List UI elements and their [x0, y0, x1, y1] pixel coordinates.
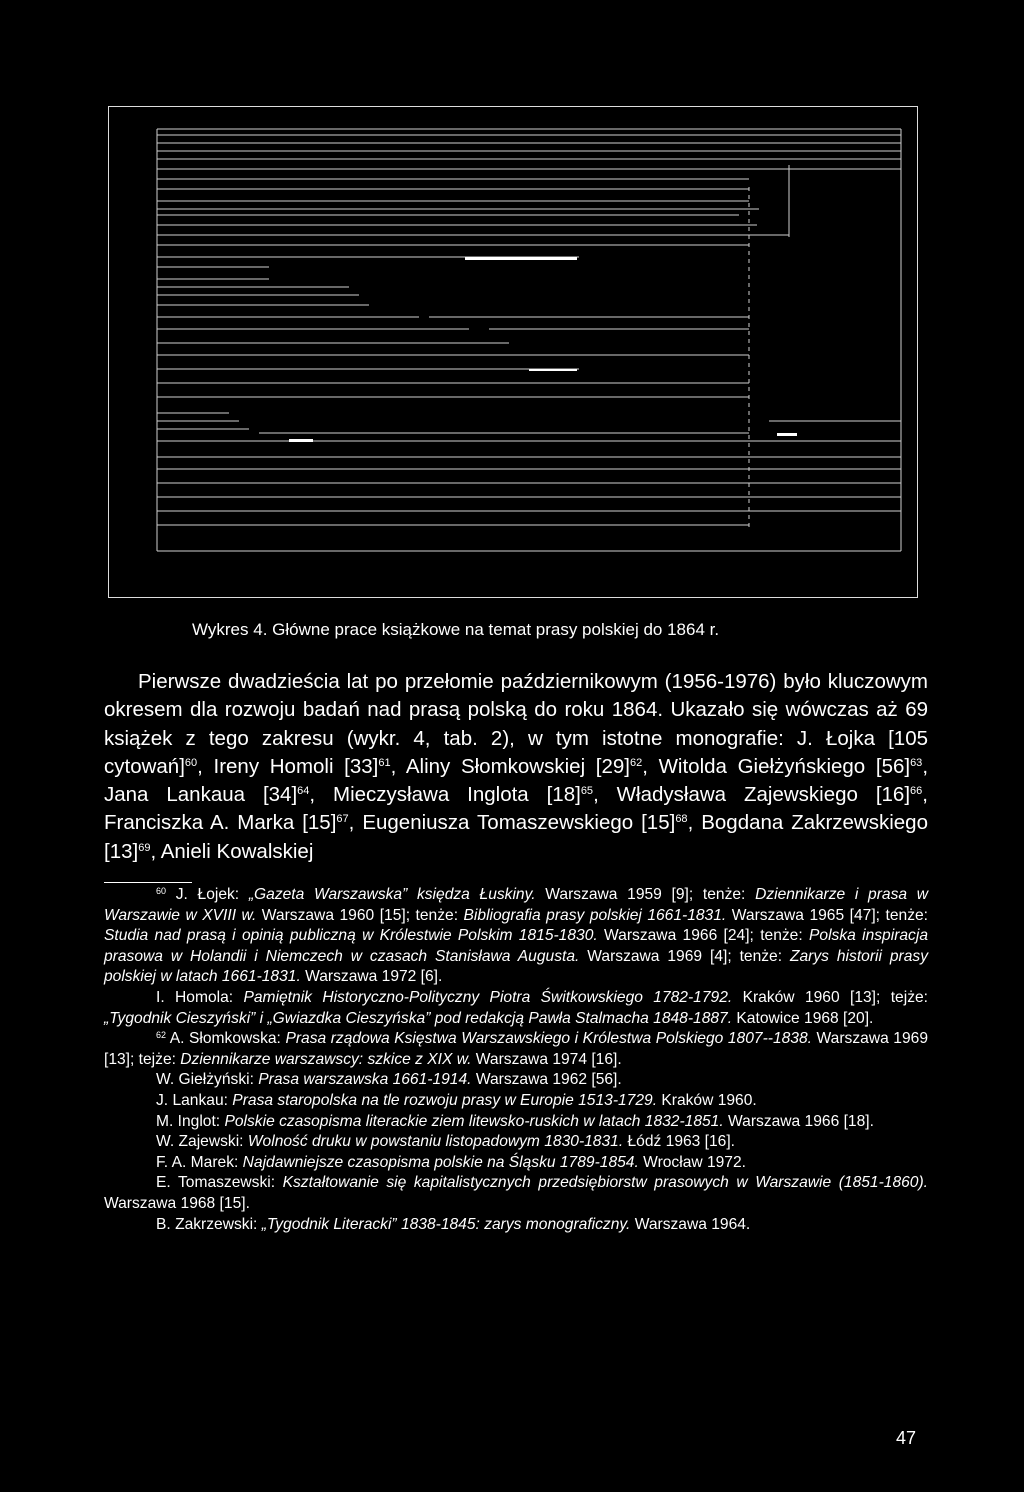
footnote-67	[104, 1153, 928, 1174]
body-text: Pierwsze dwadzieścia lat po przełomie październikowym (1956-1976) było kluczowym okresem dla rozwoju badań nad prasą polską do roku 1864. Ukazało się wówczas aż 69 książek z tego zakresu (wykr. 4, tab. 2), w tym istotne monografie: J. Łojka [105 cytowań]	[104, 670, 928, 778]
footnote-title: Prasa staropolska na tle rozwoju prasy w Europie 1513-1729.	[232, 1091, 658, 1109]
footnote-text: A. Słomkowska:	[166, 1030, 286, 1048]
footnote-text: Warszawa 1966 [18].	[723, 1112, 874, 1130]
footnotes	[104, 885, 928, 1235]
body-text: , Witolda Giełżyńskiego [56]	[642, 754, 911, 778]
footnote-text: W. Giełżyński:	[156, 1071, 259, 1089]
footnote-title: Prasa warszawska 1661-1914.	[258, 1071, 472, 1089]
footnote-text: J. Łojek:	[166, 886, 249, 903]
footnote-69	[104, 1215, 928, 1236]
body-text: , Bogdana Zakrzewskiego [13]	[104, 811, 928, 863]
footnote-text: Kraków 1960.	[657, 1091, 757, 1109]
footnote-ref: 63	[910, 756, 923, 769]
footnote-text: Warszawa 1960 [15]; tenże:	[256, 906, 464, 924]
footnote-text: Kraków 1960 [13]; tejże:	[732, 988, 928, 1006]
footnote-ref: 68	[675, 813, 688, 826]
footnote-ref: 62	[629, 756, 643, 769]
footnote-text: B. Zakrzewski:	[156, 1215, 262, 1233]
footnote-title: „Tygodnik Literacki” 1838-1845: zarys monograficzny.	[261, 1215, 631, 1233]
footnote-ref: 67	[336, 813, 349, 826]
footnote-number: 62	[156, 1030, 167, 1041]
body-paragraph	[104, 668, 928, 866]
body-text: , Jana Lankaua [34]	[104, 754, 929, 807]
footnote-title: Polska inspiracja prasowa w Holandii i Niemczech w czasach Stanisława Augusta.	[104, 927, 928, 965]
footnote-title: Pamiętnik Historyczno-Polityczny Piotra Świtkowskiego 1782-1792.	[243, 988, 733, 1006]
footnote-65	[104, 1112, 928, 1133]
footnote-text: E. Tomaszewski:	[156, 1174, 283, 1192]
page-number: 47	[896, 1428, 917, 1448]
body-text: , Anieli Kowalskiej	[150, 839, 314, 863]
body-text: , Ireny Homoli [33]	[197, 754, 379, 778]
footnote-text: Łódź 1963 [16].	[623, 1133, 736, 1151]
footnote-62	[104, 1029, 928, 1070]
footnote-text: Warszawa 1972 [6].	[300, 968, 443, 986]
footnote-ref: 61	[378, 756, 391, 769]
footnote-title: Bibliografia prasy polskiej 1661-1831.	[463, 906, 727, 924]
footnote-text: M. Inglot:	[156, 1112, 225, 1130]
body-text: , Władysława Zajewskiego [16]	[593, 783, 911, 807]
footnote-title: „Gazeta Warszawska” księdza Łuskiny.	[248, 886, 536, 903]
footnote-title: Kształtowanie się kapitalistycznych przedsiębiorstw prasowych w Warszawie (1851-1860).	[282, 1174, 928, 1192]
footnote-number: 60	[156, 886, 167, 896]
figure-caption: Wykres 4. Główne prace książkowe na temat prasy polskiej do 1864 r.	[192, 620, 720, 639]
footnote-text: Warszawa 1962 [56].	[471, 1071, 622, 1089]
figure-chart	[108, 106, 918, 598]
body-text: , Eugeniusza Tomaszewskiego [15]	[348, 811, 676, 835]
footnote-title: Dziennikarze warszawscy: szkice z XIX w.	[180, 1050, 472, 1068]
footnote-text: Warszawa 1959 [9]; tenże:	[535, 886, 756, 903]
footnote-title: Wolność druku w powstaniu listopadowym 1830-1831.	[247, 1133, 624, 1151]
footnote-64	[104, 1091, 928, 1112]
body-text: , Franciszka A. Marka [15]	[104, 783, 928, 835]
footnote-rule	[104, 882, 192, 883]
body-text: , Mieczysława Inglota [18]	[309, 783, 581, 807]
footnote-60	[104, 885, 928, 988]
footnote-ref: 66	[910, 785, 923, 798]
footnote-text: I. Homola:	[156, 988, 244, 1006]
footnote-title: Polskie czasopisma literackie ziem litewsko-ruskich w latach 1832-1851.	[224, 1112, 724, 1130]
footnote-text: Warszawa 1969 [13]; tejże:	[104, 1030, 928, 1068]
footnote-text: F. A. Marek:	[156, 1153, 243, 1171]
footnote-text: Warszawa 1969 [4]; tenże:	[579, 947, 790, 965]
footnote-text: Katowice 1968 [20].	[732, 1009, 874, 1027]
footnote-68	[104, 1173, 928, 1214]
footnote-text: Wrocław 1972.	[638, 1153, 746, 1171]
footnote-title: „Tygodnik Cieszyński” i „Gwiazdka Cieszyńska” pod redakcją Pawła Stalmacha 1848-1887.	[104, 1009, 733, 1027]
footnote-text: Warszawa 1966 [24]; tenże:	[597, 927, 809, 945]
body-text: , Aliny Słomkowskiej [29]	[390, 754, 630, 778]
footnote-title: Zarys historii prasy polskiej w latach 1661-1831.	[104, 947, 928, 986]
footnote-text: Warszawa 1964.	[630, 1215, 751, 1233]
footnote-text: W. Zajewski:	[156, 1133, 248, 1151]
footnote-ref: 65	[580, 785, 594, 798]
footnote-title: Prasa rządowa Księstwa Warszawskiego i Królestwa Polskiego 1807--1838.	[285, 1030, 812, 1048]
footnote-text: Warszawa 1974 [16].	[471, 1050, 622, 1068]
footnote-ref: 69	[138, 841, 151, 854]
footnote-ref: 64	[297, 785, 310, 798]
footnote-text: Warszawa 1965 [47]; tenże:	[726, 906, 928, 924]
footnote-title: Studia nad prasą i opinią publiczną w Królestwie Polskim 1815-1830.	[104, 927, 598, 945]
footnote-title: Najdawniejsze czasopisma polskie na Śląsku 1789-1854.	[242, 1153, 639, 1171]
footnote-63	[104, 1070, 928, 1091]
footnote-66	[104, 1132, 928, 1153]
footnote-text: J. Lankau:	[156, 1091, 233, 1109]
timeline-lines	[109, 107, 919, 599]
footnote-text: Warszawa 1968 [15].	[104, 1194, 250, 1212]
footnote-ref: 60	[184, 756, 198, 769]
footnote-61	[104, 988, 928, 1029]
footnote-title: Dziennikarze i prasa w Warszawie w XVIII w.	[104, 886, 928, 924]
